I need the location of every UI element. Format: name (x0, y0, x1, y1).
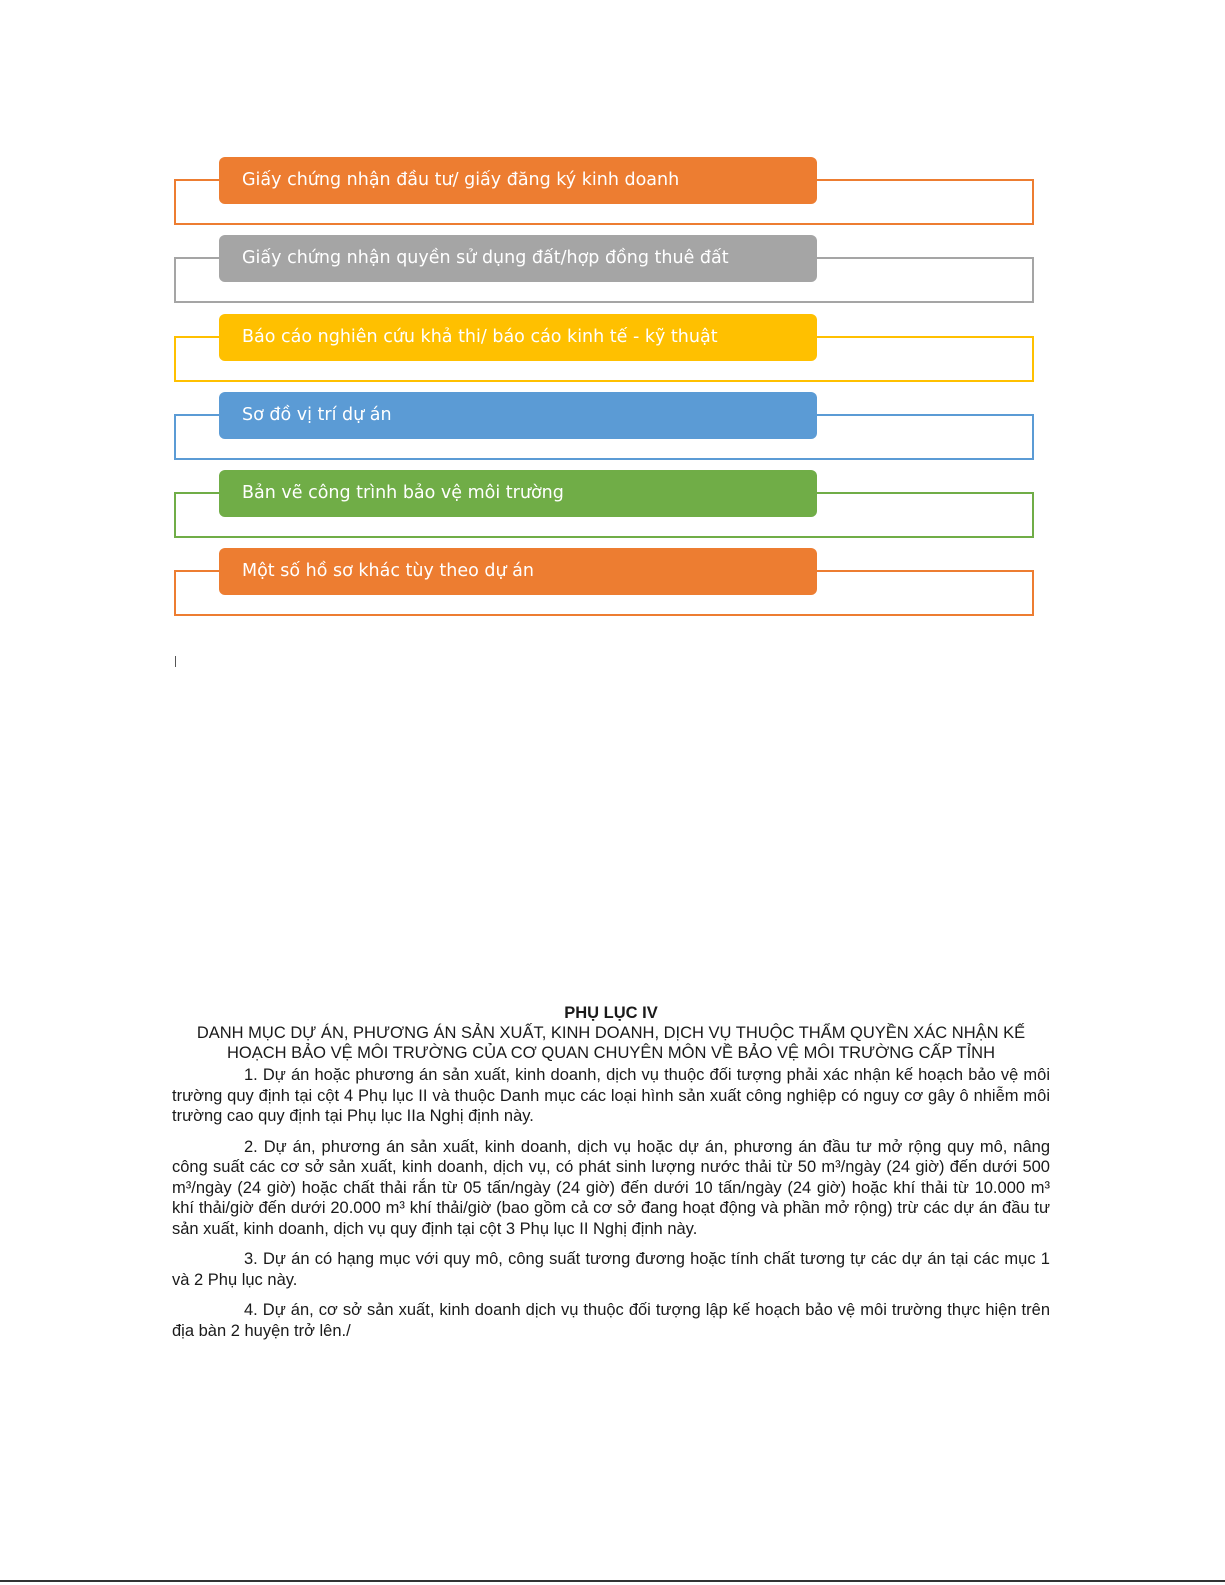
appendix-paragraph: 4. Dự án, cơ sở sản xuất, kinh doanh dịch vụ thuộc đối tượng lập kế hoạch bảo vệ môi trường thực hiện trên địa bàn 2 huyện trở lên./ (172, 1301, 1050, 1340)
diagram-row (0, 314, 1225, 394)
diagram-row (0, 548, 1225, 628)
diagram-row (0, 392, 1225, 472)
diagram-row (0, 470, 1225, 550)
diagram-item: Sơ đồ vị trí dự án (219, 392, 817, 439)
appendix-section (172, 1003, 1050, 1351)
appendix-paragraph: 2. Dự án, phương án sản xuất, kinh doanh, dịch vụ hoặc dự án, phương án đầu tư mở rộng quy mô, nâng công suất các cơ sở sản xuất, kinh doanh, dịch vụ, có phát sinh lượng nước thải từ 50 m³/ngày (24 giờ) đến dưới 500 m³/ngày (24 giờ) hoặc chất thải rắn từ 05 tấn/ngày (24 giờ) đến dưới 10 tấn/ngày (24 giờ) hoặc khí thải từ 10.000 m³ khí thải/giờ đến dưới 20.000 m³ khí thải/giờ (bao gồm cả cơ sở đang hoạt động và phần mở rộng) trừ các dự án đầu tư sản xuất, kinh doanh, dịch vụ quy định tại cột 3 Phụ lục II Nghị định này. (172, 1137, 1050, 1238)
diagram-item: Một số hồ sơ khác tùy theo dự án (219, 548, 817, 595)
diagram-item: Báo cáo nghiên cứu khả thi/ báo cáo kinh tế - kỹ thuật (219, 314, 817, 361)
appendix-title: PHỤ LỤC IV (564, 1004, 658, 1022)
diagram-row (0, 235, 1225, 315)
diagram-item: Giấy chứng nhận quyền sử dụng đất/hợp đồng thuê đất (219, 235, 817, 282)
appendix-paragraph: 3. Dự án có hạng mục với quy mô, công suất tương đương hoặc tính chất tương tự các dự án tại các mục 1 và 2 Phụ lục này. (172, 1250, 1050, 1289)
text-cursor (175, 656, 176, 667)
diagram-row (0, 157, 1225, 237)
document-requirements-diagram (0, 0, 1225, 640)
appendix-paragraph: 1. Dự án hoặc phương án sản xuất, kinh doanh, dịch vụ thuộc đối tượng phải xác nhận kế hoạch bảo vệ môi trường quy định tại cột 4 Phụ lục II và thuộc Danh mục các loại hình sản xuất công nghiệp có nguy cơ gây ô nhiễm môi trường cao quy định tại Phụ lục IIa Nghị định này. (172, 1066, 1050, 1125)
diagram-item: Bản vẽ công trình bảo vệ môi trường (219, 470, 817, 517)
appendix-subtitle: DANH MỤC DỰ ÁN, PHƯƠNG ÁN SẢN XUẤT, KINH DOANH, DỊCH VỤ THUỘC THẨM QUYỀN XÁC NHẬN KẾ HOẠCH BẢO VỆ MÔI TRƯỜNG CỦA CƠ QUAN CHUYÊN MÔN VỀ BẢO VỆ MÔI TRƯỜNG CẤP TỈNH (196, 1024, 1026, 1062)
page-bottom-border (0, 1580, 1225, 1582)
diagram-item: Giấy chứng nhận đầu tư/ giấy đăng ký kinh doanh (219, 157, 817, 204)
